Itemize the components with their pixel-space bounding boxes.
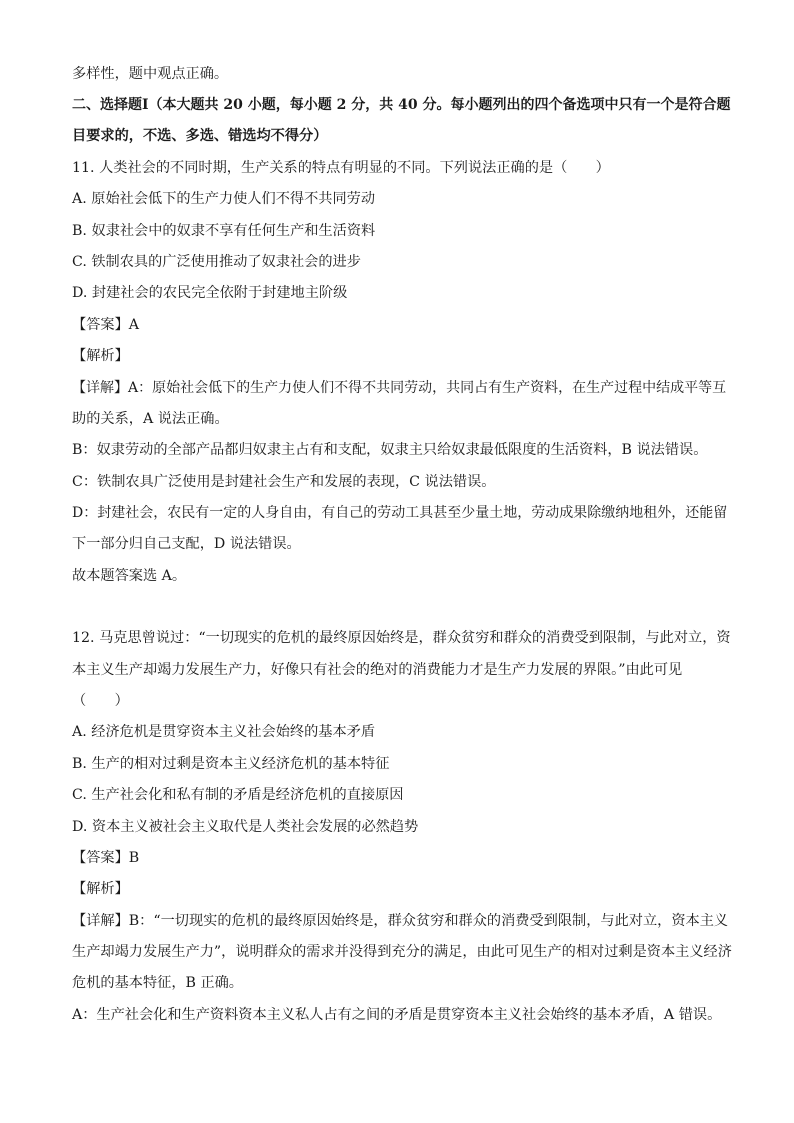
q12-detail-line: 【详解】B：“一切现实的危机的最终原因始终是，群众贫穷和群众的消费受到限制，与此对立，资本主义 xyxy=(72,913,729,929)
q12-answer: 【答案】B xyxy=(72,850,140,866)
q11-detail-line: 下一部分归自己支配，D 说法错误。 xyxy=(72,536,301,552)
q11-detail-line: B：奴隶劳动的全部产品都归奴隶主占有和支配，奴隶主只给奴隶最低限度的生活资料，B 说法错误。 xyxy=(72,442,708,458)
q11-option-d: D. 封建社会的农民完全依附于封建地主阶级 xyxy=(72,285,348,301)
q11-detail-line: 【详解】A：原始社会低下的生产力使人们不得不共同劳动，共同占有生产资料，在生产过程中结成平等互 xyxy=(72,380,727,396)
q12-detail-line: 危机的基本特征，B 正确。 xyxy=(72,975,243,991)
q11-option-c: C. 铁制农具的广泛使用推动了奴隶社会的进步 xyxy=(72,254,361,270)
q12-analysis-label: 【解析】 xyxy=(72,881,129,897)
question-12-bracket: （ ） xyxy=(72,693,129,709)
q11-detail-line: D：封建社会，农民有一定的人身自由，有自己的劳动工具甚至少量土地，劳动成果除缴纳地租外，还能留 xyxy=(72,505,728,521)
q11-option-b: B. 奴隶社会中的奴隶不享有任何生产和生活资料 xyxy=(72,223,376,239)
q11-answer: 【答案】A xyxy=(72,317,139,333)
q12-option-a: A. 经济危机是贯穿资本主义社会始终的基本矛盾 xyxy=(72,724,376,740)
q12-option-c: C. 生产社会化和私有制的矛盾是经济危机的直接原因 xyxy=(72,787,404,803)
q11-detail-line: C：铁制农具广泛使用是封建社会生产和发展的表现，C 说法错误。 xyxy=(72,474,496,490)
q11-option-a: A. 原始社会低下的生产力使人们不得不共同劳动 xyxy=(72,191,376,207)
q11-conclusion: 故本题答案选 A。 xyxy=(72,568,187,584)
question-12-stem: 12. 马克思曾说过：“一切现实的危机的最终原因始终是，群众贫穷和群众的消费受到限制，与此对立，资 xyxy=(72,630,731,646)
q11-analysis-label: 【解析】 xyxy=(72,348,129,364)
q12-detail-line: 生产却竭力发展生产力”，说明群众的需求并没得到充分的满足，由此可见生产的相对过剩是资本主义经济 xyxy=(72,944,732,960)
text-line-continuation: 多样性，题中观点正确。 xyxy=(72,66,229,82)
question-11-stem: 11. 人类社会的不同时期，生产关系的特点有明显的不同。下列说法正确的是（ ） xyxy=(72,160,610,176)
section-heading-cont: 目要求的，不选、多选、错选均不得分） xyxy=(72,128,328,144)
q12-option-b: B. 生产的相对过剩是资本主义经济危机的基本特征 xyxy=(72,756,390,772)
q11-detail-line: 助的关系，A 说法正确。 xyxy=(72,411,229,427)
q12-option-d: D. 资本主义被社会主义取代是人类社会发展的必然趋势 xyxy=(72,819,419,835)
q12-detail-line: A：生产社会化和生产资料资本主义私人占有之间的矛盾是贯穿资本主义社会始终的基本矛盾，A 错误。 xyxy=(72,1007,722,1023)
question-12-stem-cont: 本主义生产却竭力发展生产力，好像只有社会的绝对的消费能力才是生产力发展的界限。”由此可见 xyxy=(72,662,683,678)
section-heading: 二、选择题Ⅰ（本大题共 20 小题，每小题 2 分，共 40 分。每小题列出的四个备选项中只有一个是符合题 xyxy=(72,97,731,113)
